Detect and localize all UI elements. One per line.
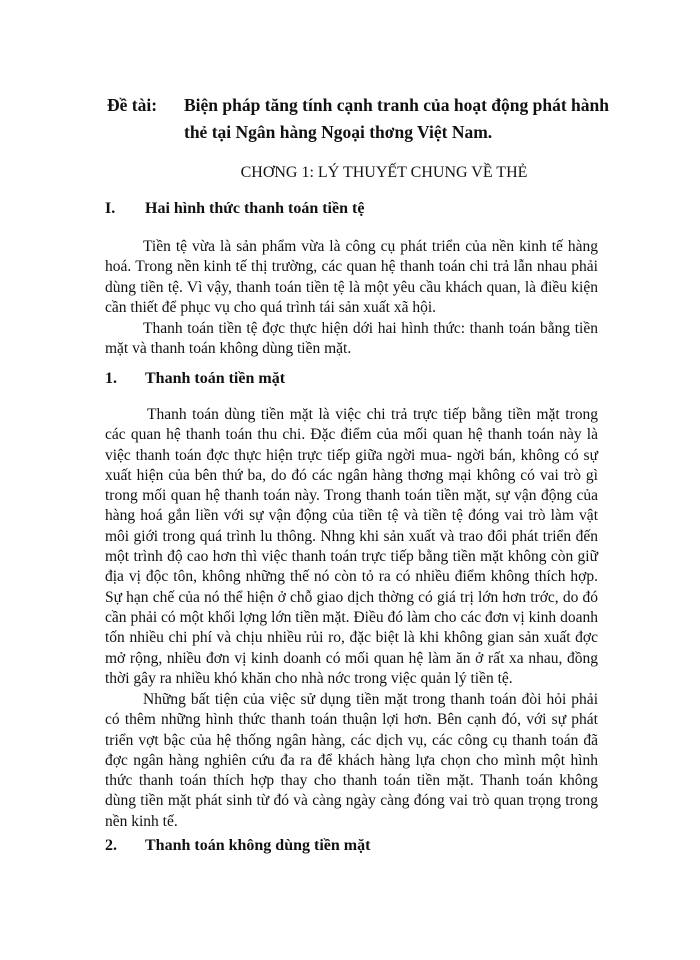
- paragraph: Tiền tệ vừa là sản phẩm vừa là công cụ phát triển của nền kinh tế hàng hoá. Trong nền kinh tế thị trường, các quan hệ thanh toán chi trả lẫn nhau phải dùng tiền tệ. Vì vậy, thanh toán tiền tệ là một yêu cầu khách quan, là điều kiện cần thiết để phục vụ cho quá trình tái sản xuất xã hội.: [105, 238, 598, 316]
- paragraph: Thanh toán tiền tệ đợc thực hiện dới hai hình thức: thanh toán bằng tiền mặt và thanh toán không dùng tiền mặt.: [105, 320, 598, 358]
- section-heading-1: [105, 199, 364, 219]
- subsection-title: Thanh toán tiền mặt: [145, 370, 286, 387]
- subsection-title: Thanh toán không dùng tiền mặt: [145, 837, 371, 854]
- section-title: Hai hình thức thanh toán tiền tệ: [145, 200, 365, 217]
- chapter-title: CHƠNG 1: LÝ THUYẾT CHUNG VỀ THẺ: [240, 164, 528, 181]
- topic-label: Đề tài:: [107, 95, 158, 115]
- section-number: I.: [105, 200, 116, 217]
- subsection-heading-2: [105, 836, 370, 856]
- document-topic: [107, 92, 627, 146]
- subsection-number: 1.: [105, 370, 117, 387]
- paragraph: Thanh toán dùng tiền mặt là việc chi trả trực tiếp bằng tiền mặt trong các quan hệ thanh toán thu chi. Đặc điểm của mối quan hệ thanh toán này là việc thanh toán đợc thực hiện trực tiếp giữa ngời mua- ngời bán, không có sự xuất hiện của bên thứ ba, do đó các ngân hàng thơng mại không có vai trò gì trong mối quan hệ thanh toán này. Trong thanh toán tiền mặt, sự vận động của hàng hoá gắn liền với sự vận động của tiền tệ và tiền tệ đóng vai trò làm vật môi giới trong quá trình lu thông. Nhng khi sản xuất và trao đổi phát triển đến một trình độ cao hơn thì việc thanh toán trực tiếp bằng tiền mặt không còn giữ địa vị độc tôn, không những thế nó còn tỏ ra có nhiều điểm không thích hợp. Sự hạn chế của nó thể hiện ở chỗ giao dịch thờng có giá trị lớn hơn trớc, do đó cần phải có một khối lợng lớn tiền mặt. Điều đó làm cho các đơn vị kinh doanh tốn nhiều chi phí và chịu nhiều rủi ro, đặc biệt là khi không gian sản xuất đợc mở rộng, nhiều đơn vị kinh doanh có mối quan hệ làm ăn ở rất xa nhau, đồng thời gây ra nhiều khó khăn cho nhà nớc trong việc quản lý tiền tệ.: [105, 406, 598, 687]
- topic-title: Biện pháp tăng tính cạnh tranh của hoạt động phát hành thẻ tại Ngân hàng Ngoại thơng Việt Nam.: [184, 95, 610, 142]
- subsection-heading-1: [105, 369, 285, 389]
- paragraph: Những bất tiện của việc sử dụng tiền mặt trong thanh toán đòi hỏi phải có thêm những hình thức thanh toán thuận lợi hơn. Bên cạnh đó, với sự phát triển vợt bậc của hệ thống ngân hàng, các dịch vụ, các công cụ thanh toán đã đợc ngân hàng nghiên cứu đa ra để khách hàng lựa chọn cho mình một hình thức thanh toán thích hợp thay cho thanh toán tiền mặt. Thanh toán không dùng tiền mặt phát sinh từ đó và càng ngày càng đóng vai trò quan trọng trong nền kinh tế.: [105, 691, 598, 830]
- subsection-number: 2.: [105, 837, 117, 854]
